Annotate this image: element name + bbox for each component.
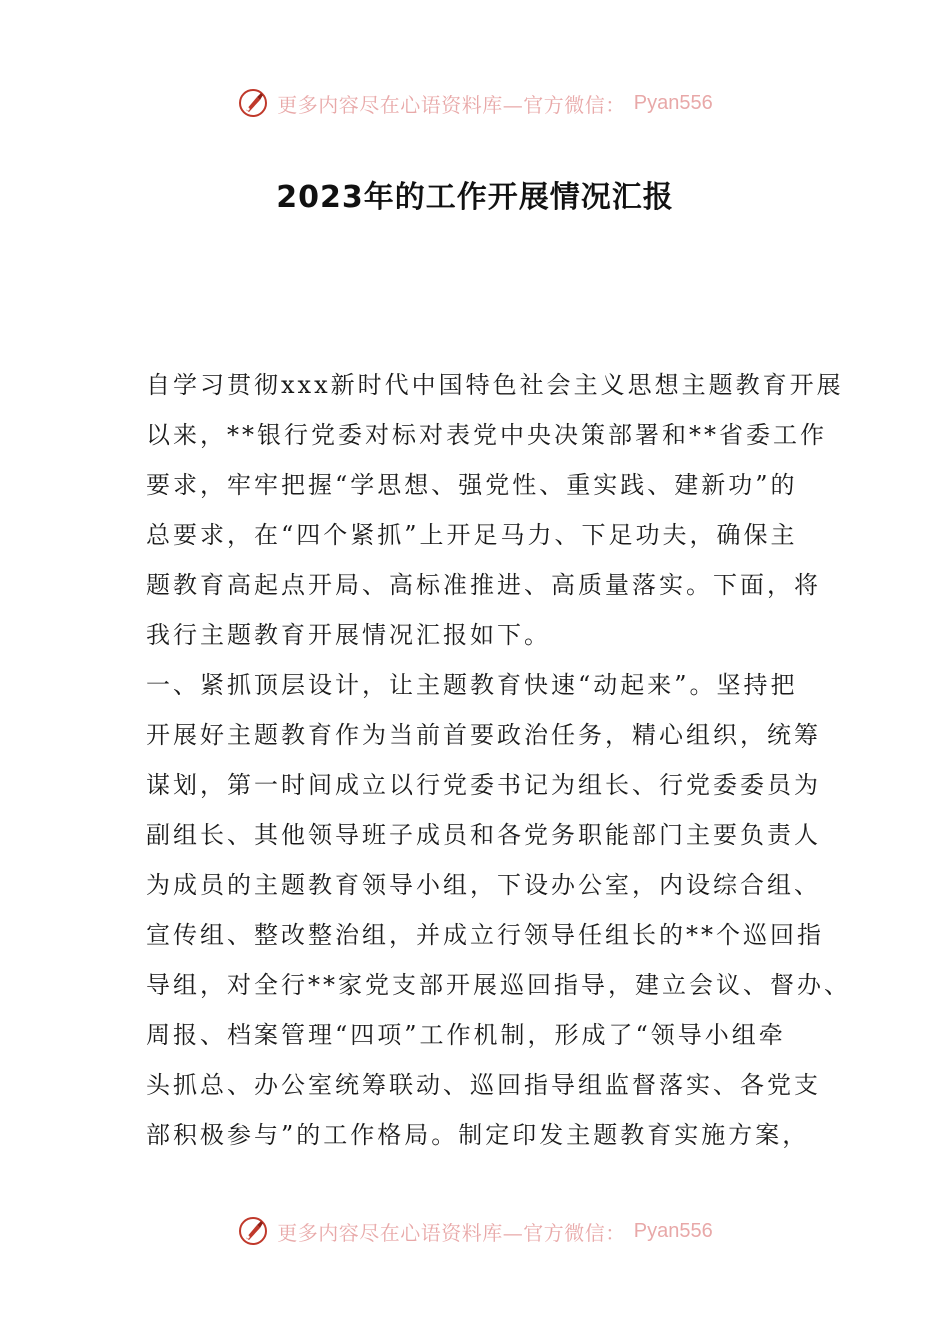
body-line: 部积极参与”的工作格局。制定印发主题教育实施方案， <box>146 1121 810 1149</box>
banner-text: 更多内容尽在心语资料库—官方微信： <box>277 92 626 117</box>
body-line: 为成员的主题教育领导小组，下设办公室，内设综合组、 <box>146 871 821 899</box>
document-title: 2023年的工作开展情况汇报 <box>276 180 674 215</box>
body-line: 要求，牢牢把握“学思想、强党性、重实践、建新功”的 <box>146 471 798 499</box>
body-line: 我行主题教育开展情况汇报如下。 <box>146 621 551 649</box>
body-line: 导组，对全行**家党支部开展巡回指导，建立会议、督办、 <box>146 971 851 999</box>
body-line: 周报、档案管理“四项”工作机制，形成了“领导小组牵 <box>146 1021 786 1049</box>
wechat-id: Pyan556 <box>633 1219 713 1242</box>
body-line: 开展好主题教育作为当前首要政治任务，精心组织，统筹 <box>146 721 821 749</box>
pen-nib-icon <box>237 1215 269 1247</box>
body-line: 头抓总、办公室统筹联动、巡回指导组监督落实、各党支 <box>146 1071 821 1099</box>
body-line: 题教育高起点开局、高标准推进、高质量落实。下面，将 <box>146 571 821 599</box>
body-line: 谋划，第一时间成立以行党委书记为组长、行党委委员为 <box>146 771 821 799</box>
wechat-id: Pyan556 <box>633 91 713 114</box>
body-line: 自学习贯彻xxx新时代中国特色社会主义思想主题教育开展 <box>146 371 844 399</box>
banner-text: 更多内容尽在心语资料库—官方微信： <box>277 1220 626 1245</box>
document-body <box>146 360 851 1160</box>
pen-nib-icon <box>237 87 269 119</box>
body-line: 宣传组、整改整治组，并成立行领导任组长的**个巡回指 <box>146 921 824 949</box>
footer-watermark-banner <box>0 1211 950 1251</box>
body-line: 以来，**银行党委对标对表党中央决策部署和**省委工作 <box>146 421 827 449</box>
header-watermark-banner <box>0 83 950 123</box>
body-line: 总要求，在“四个紧抓”上开足马力、下足功夫，确保主 <box>146 521 798 549</box>
body-line: 一、紧抓顶层设计，让主题教育快速“动起来”。坚持把 <box>146 671 798 699</box>
body-line: 副组长、其他领导班子成员和各党务职能部门主要负责人 <box>146 821 821 849</box>
